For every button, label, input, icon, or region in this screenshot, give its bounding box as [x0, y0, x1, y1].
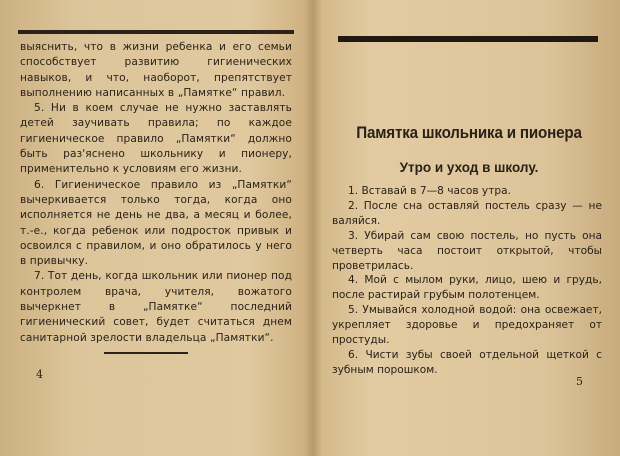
list-item: 6. Чисти зубы своей отдельной щеткой с зубным порошком. — [332, 348, 602, 376]
list-item: 3. Убирай сам свою постель, но пусть она четверть часа постоит открытой, чтобы проветрилась. — [332, 229, 602, 272]
right-page — [312, 0, 620, 456]
section-subtitle: Утро и уход в школу. — [399, 160, 539, 175]
paragraph: 7. Тот день, когда школьник или пионер под контролем врача, учителя, вожатого вычеркнет в „Памятке“ последний гигиенический совет, будет считаться днем санитарной зрелости владельца „Памятки“. — [20, 270, 292, 344]
page-title: Памятка школьника и пионера — [356, 124, 582, 142]
left-page-text — [20, 40, 292, 346]
bottom-rule — [104, 352, 188, 354]
list-item: 1. Вставай в 7—8 часов утра. — [348, 185, 511, 197]
list-item: 2. После сна оставляй постель сразу — не валяйся. — [332, 199, 602, 227]
list-item: 5. Умывайся холодной водой: она освежает, укрепляет здоровье и предохраняет от простуды. — [332, 304, 602, 347]
page-number: 4 — [36, 368, 43, 381]
paragraph: 6. Гигиеническое правило из „Памятки“ вычеркивается только тогда, когда оно исполняется не день не два, а месяц и более, т.-е., когда ребенок или подросток привык и освоился с правилом, и оно обратилось у него в привычку. — [20, 178, 292, 268]
list-item: 4. Мой с мылом руки, лицо, шею и грудь, после растирай грубым полотенцем. — [332, 274, 602, 302]
paragraph: выяснить, что в жизни ребенка и его семьи способствует развитию гигиенических навыков, и что, наоборот, препятствует выполнению написанных в „Памятке“ правил. — [20, 41, 292, 99]
page-number: 5 — [576, 375, 583, 388]
top-rule — [338, 36, 598, 42]
top-rule — [18, 30, 294, 34]
paragraph: 5. Ни в коем случае не нужно заставлять детей заучивать правила; по каждое гигиеническое правило „Памятки“ должно быть раз'яснено школьнику и пионеру, применительно к условиям его жизни. — [20, 102, 292, 176]
rules-list — [332, 184, 602, 378]
